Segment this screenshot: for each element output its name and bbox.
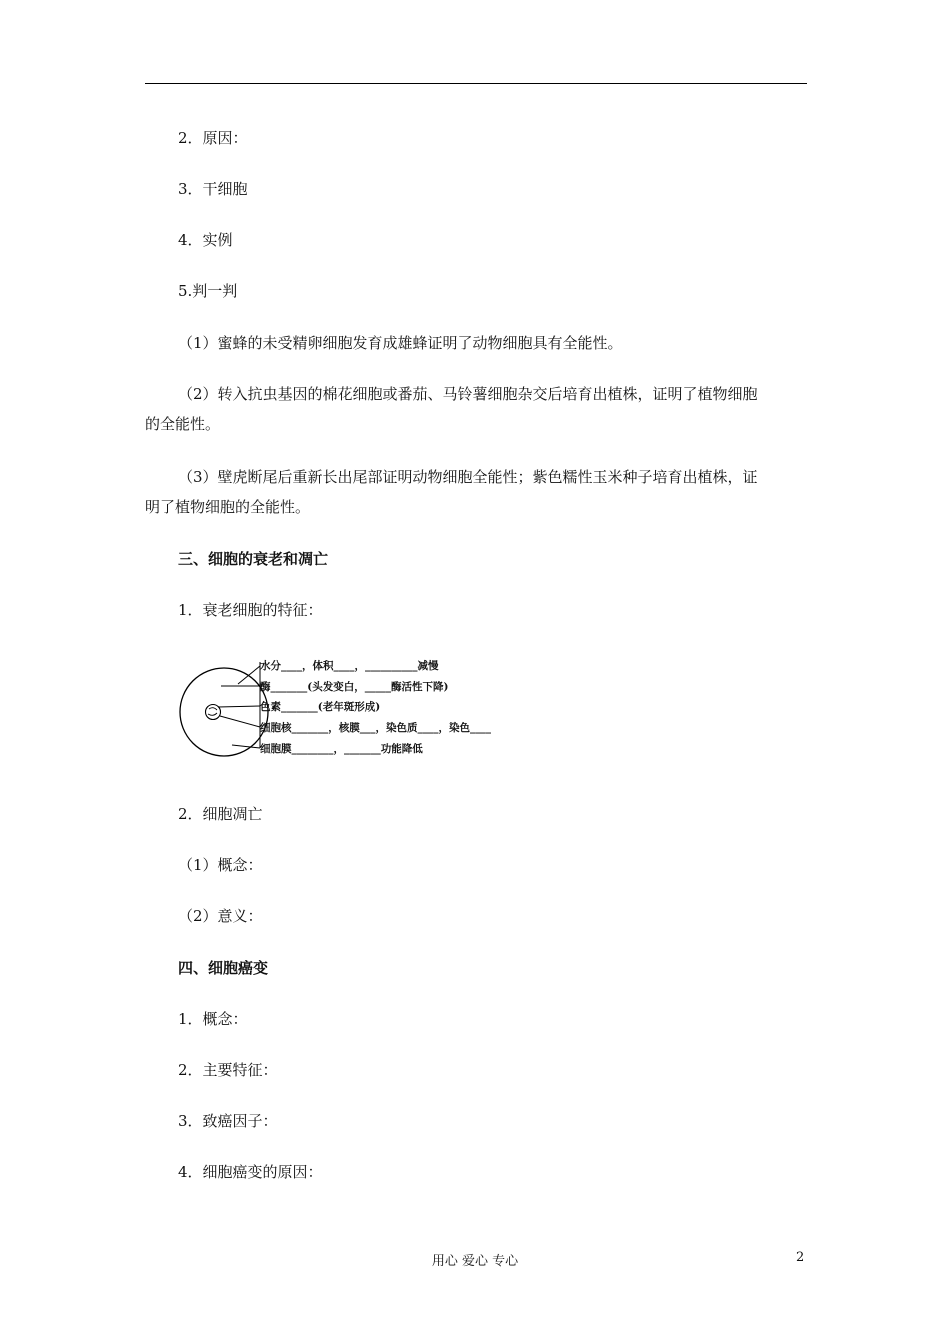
figure-label-membrane: 细胞膜________，_______功能降低 <box>260 743 423 755</box>
footer-text: 用心 爱心 专心 <box>431 1254 519 1269</box>
judge-3-line-1: （3）壁虎断尾后重新长出尾部证明动物细胞全能性；紫色糯性玉米种子培育出植株，证 <box>178 468 758 486</box>
aging-cell-figure <box>176 650 556 760</box>
section-3-title: 三、细胞的衰老和凋亡 <box>178 550 329 568</box>
judge-3 <box>145 462 807 522</box>
page-number: 2 <box>796 1250 805 1265</box>
header-rule <box>145 83 807 84</box>
apoptosis-meaning: （2）意义： <box>178 907 263 925</box>
judge-2-line-2: 的全能性。 <box>145 415 221 433</box>
item-examples: 4．实例 <box>178 231 233 249</box>
section-4-item-1: 1．概念： <box>178 1010 248 1028</box>
judge-1: （1）蜜蜂的未受精卵细胞发育成雄蜂证明了动物细胞具有全能性。 <box>178 334 623 352</box>
figure-label-enzyme: 酶_______(头发变白，_____酶活性下降) <box>260 681 449 693</box>
judge-3-line-2: 明了植物细胞的全能性。 <box>145 498 311 516</box>
judge-2-line-1: （2）转入抗虫基因的棉花细胞或番茄、马铃薯细胞杂交后培育出植株，证明了植物细胞 <box>178 385 758 403</box>
item-judge: 5.判一判 <box>178 282 238 300</box>
section-4-item-4: 4．细胞癌变的原因： <box>178 1163 323 1181</box>
figure-label-pigment: 色素_______(老年斑形成) <box>260 701 381 713</box>
item-stem-cell: 3．干细胞 <box>178 180 248 198</box>
apoptosis-concept: （1）概念： <box>178 856 263 874</box>
figure-label-water: 水分____，体积____，__________减慢 <box>260 660 439 672</box>
section-3-item-2: 2．细胞凋亡 <box>178 805 263 823</box>
figure-label-nucleus: 细胞核_______，核膜___，染色质____，染色____ <box>260 722 491 734</box>
section-3-item-1: 1．衰老细胞的特征： <box>178 601 323 619</box>
section-4-item-2: 2．主要特征： <box>178 1061 278 1079</box>
judge-2 <box>145 379 807 439</box>
section-4-item-3: 3．致癌因子： <box>178 1112 278 1130</box>
item-cause: 2．原因： <box>178 129 248 147</box>
section-4-title: 四、细胞癌变 <box>178 959 269 977</box>
